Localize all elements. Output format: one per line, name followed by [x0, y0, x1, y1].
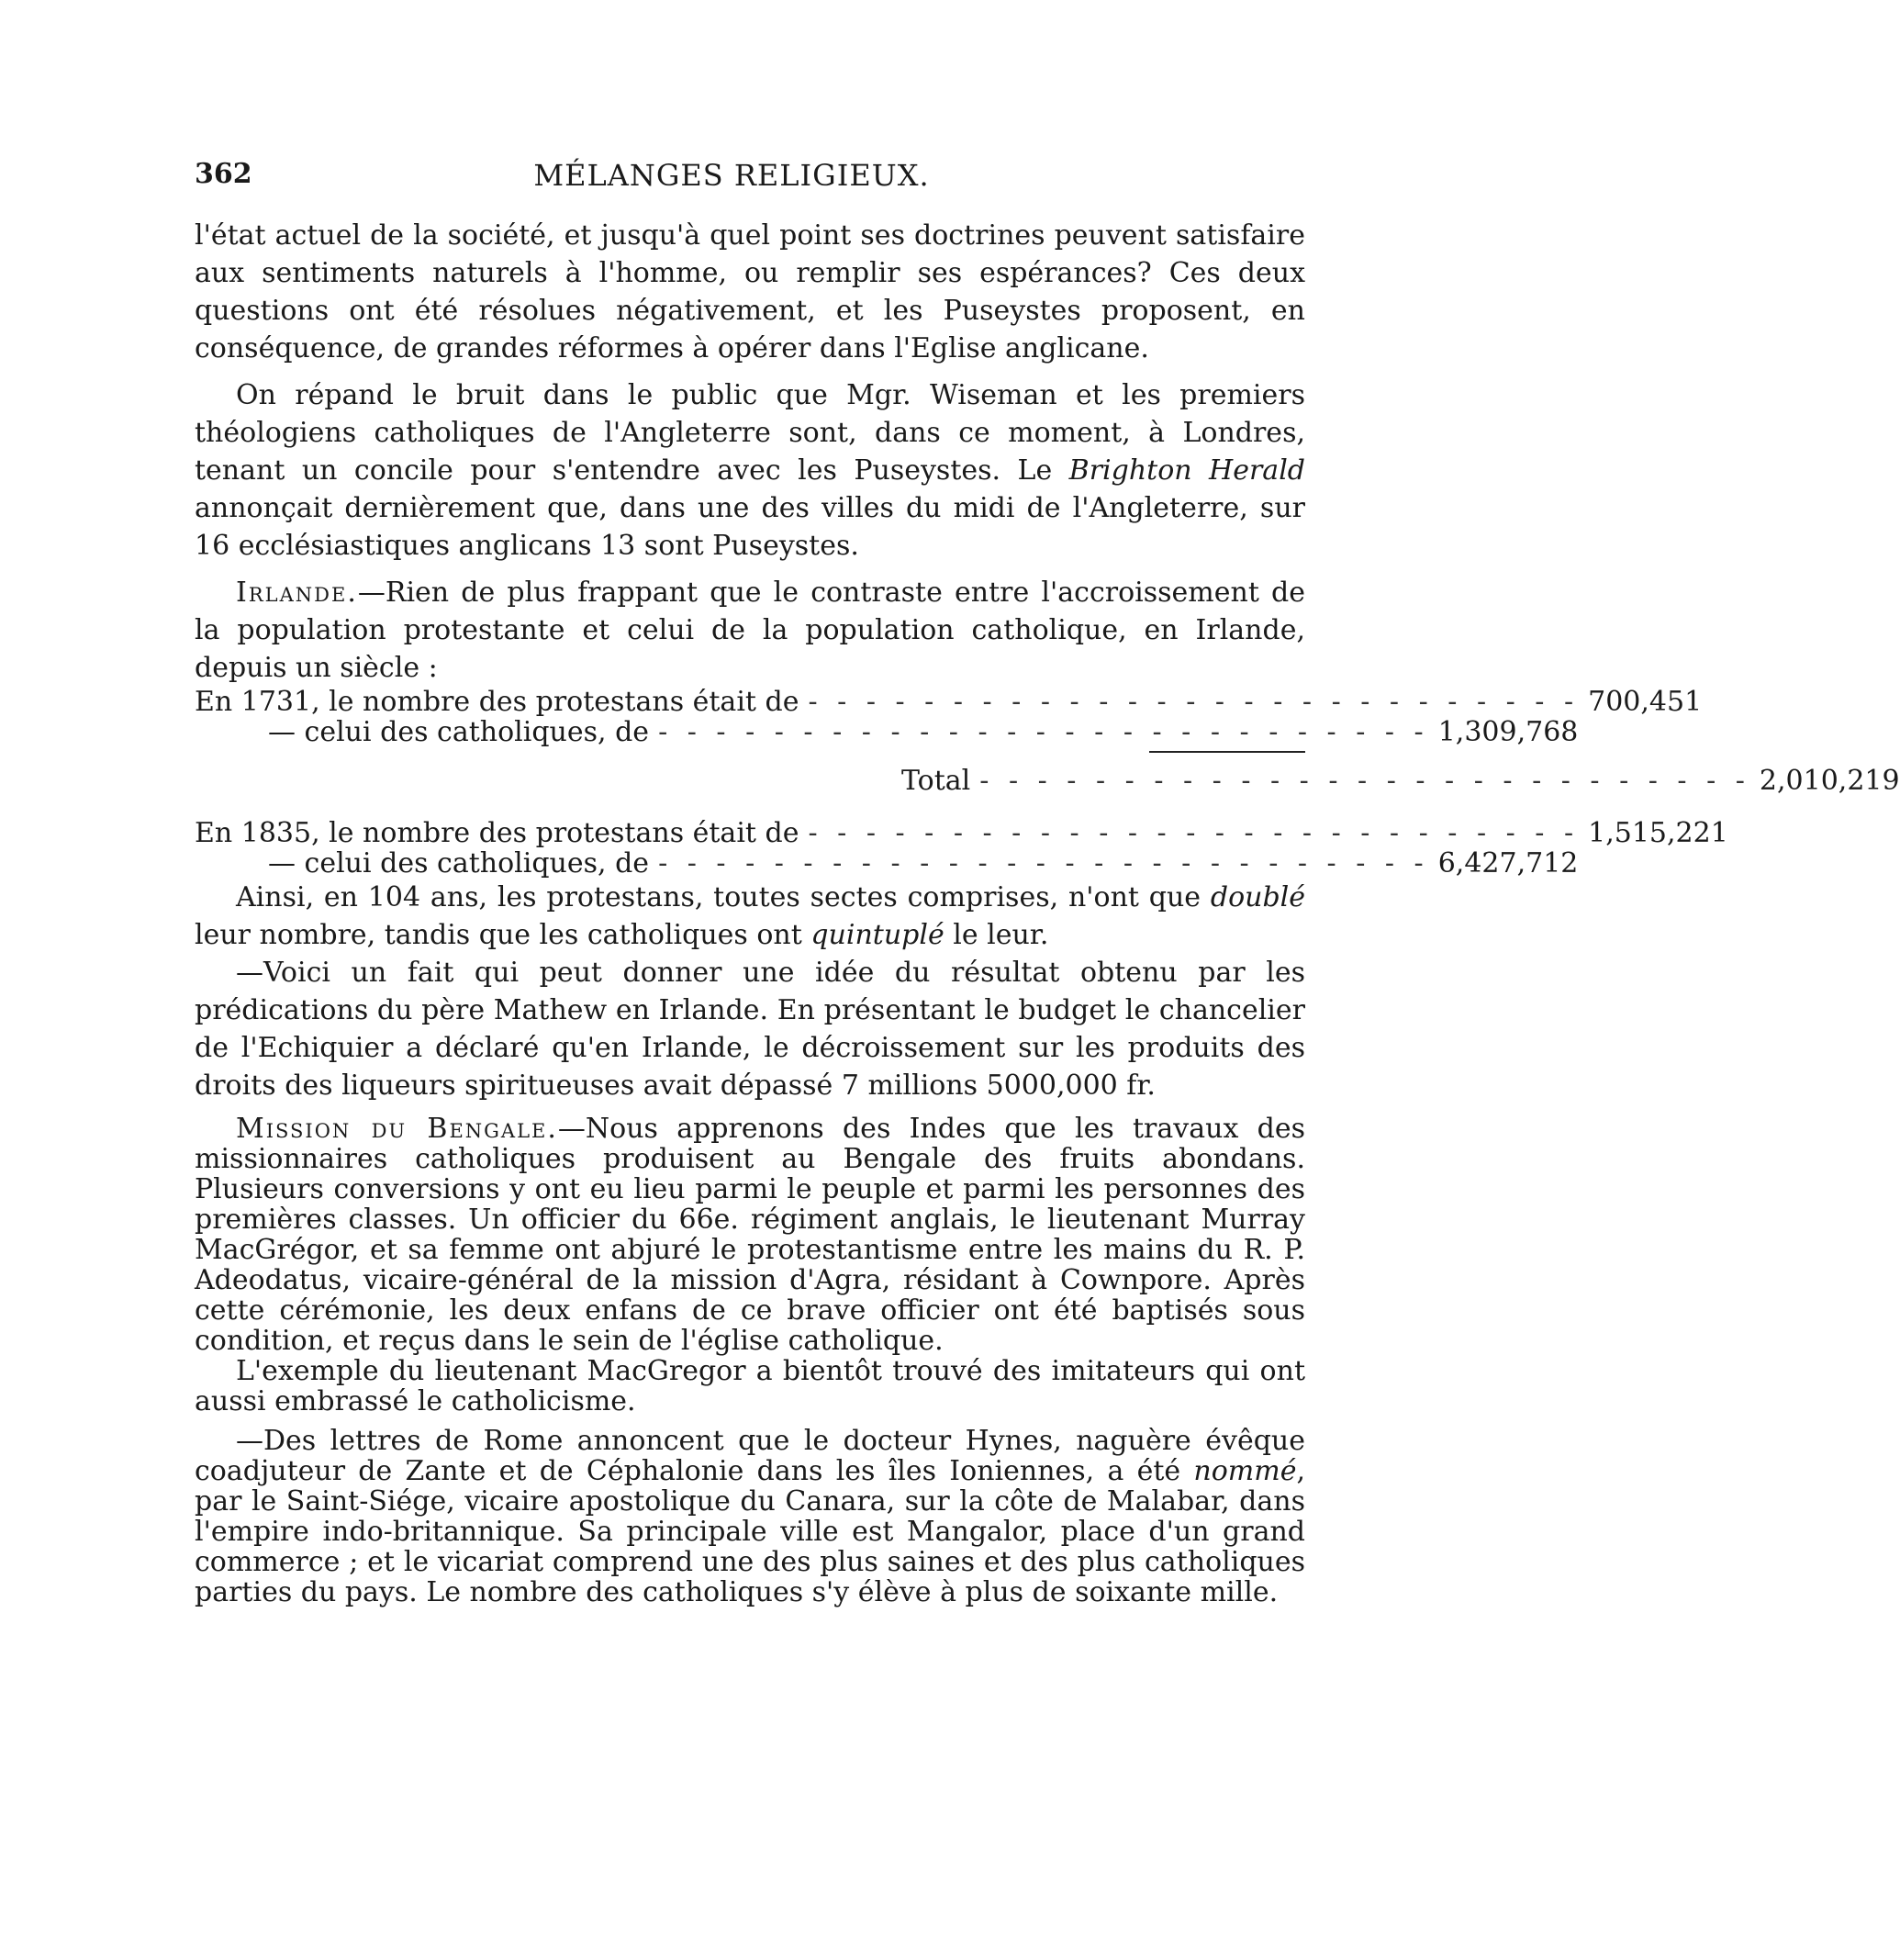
paragraph-hynes-appointment [195, 1426, 1305, 1607]
section-heading-ireland: Irlande. [236, 577, 358, 609]
paragraph-population-summary [195, 879, 1305, 954]
leader-dots: - - - - - - - - - - - - - - - - - - - - - - - - - - - [979, 765, 1750, 797]
row-label: — celui des catholiques, de [268, 847, 650, 879]
section-heading-bengal: Mission du Bengale. [236, 1113, 558, 1145]
emphasis-doubled: doublé [1210, 881, 1305, 913]
table-row [195, 817, 1728, 849]
emphasis-named: nommé [1193, 1455, 1297, 1487]
paragraph-text: —Rien de plus frappant que le contraste entre l'accroissement de la population protestante et celui de la population catholique, en Irlande, depuis un siècle : [195, 577, 1305, 684]
paragraph-pusey-doctrines: l'état actuel de la société, et jusqu'à quel point ses doctrines peuvent satisfaire aux sentiments naturels à l'homme, ou remplir ses espérances? Ces deux questions ont été résolues négativement, et les Puseystes proposent, en conséquence, de grandes réformes à opérer dans l'Eglise anglicane. [195, 219, 1305, 364]
row-label: — celui des catholiques, de [268, 716, 650, 748]
paragraph-bengal-mission [195, 1114, 1305, 1356]
row-value: 6,427,712 [1437, 847, 1579, 879]
paragraph-father-mathew: —Voici un fait qui peut donner une idée du résultat obtenu par les prédications du père Mathew en Irlande. En présentant le budget le chancelier de l'Echiquier a déclaré qu'en Irlande, le décroissement sur les produits des droits des liqueurs spiritueuses avait dépassé 7 millions 5000,000 fr. [195, 957, 1305, 1102]
paragraph-text: annonçait dernièrement que, dans une des villes du midi de l'Angleterre, sur 16 ecclésiastiques anglicans 13 sont Puseystes. [195, 492, 1305, 562]
leader-dots: - - - - - - - - - - - - - - - - - - - - - - - - - - - [808, 686, 1580, 718]
paragraph-text: On répand le bruit dans le public que Mgr. Wiseman et les premiers théologiens catholiques de l'Angleterre sont, dans ce moment, à Londres, tenant un concile pour s'entendre avec les Puseystes. Le [195, 379, 1305, 487]
paragraph-text: , par le Saint-Siége, vicaire apostolique du Canara, sur la côte de Malabar, dans l'empire indo-britannique. Sa principale ville est Mangalor, place d'un grand commerce ; et le vicariat comprend une des plus saines et des plus catholiques parties du pays. Le nombre des catholiques s'y élève à plus de soixante mille. [195, 1455, 1305, 1608]
paragraph-text: le leur. [944, 919, 1049, 951]
paragraph-text: Ainsi, en 104 ans, les protestans, toutes sectes comprises, n'ont que [236, 881, 1211, 913]
running-title: MÉLANGES RELIGIEUX. [533, 158, 930, 193]
total-value: 2,010,219 [1759, 765, 1900, 797]
page-number: 362 [195, 158, 252, 190]
row-value: 700,451 [1588, 686, 1703, 718]
table-row [195, 686, 1703, 718]
leader-dots: - - - - - - - - - - - - - - - - - - - - - - - - - - - [808, 817, 1580, 849]
emphasis-quintupled: quintuplé [810, 919, 944, 951]
leader-dots: - - - - - - - - - - - - - - - - - - - - - - - - - - - [658, 847, 1429, 879]
table-row-total [195, 765, 1900, 797]
table-row [195, 847, 1579, 879]
leader-dots: - - - - - - - - - - - - - - - - - - - - - - - - - - - [658, 716, 1429, 748]
row-value: 1,515,221 [1588, 817, 1728, 849]
total-label: Total [901, 765, 971, 797]
total-rule [1149, 751, 1305, 753]
paragraph-text: —Nous apprenons des Indes que les travaux des missionnaires catholiques produisent au Bengale des fruits abondans. Plusieurs conversions y ont eu lieu parmi le peuple et parmi les personnes des premières classes. Un officier du 66e. régiment anglais, le lieutenant Murray MacGrégor, et sa femme ont abjuré le protestantisme entre les mains du R. P. Adeodatus, vicaire-général de la mission d'Agra, résidant à Cownpore. Après cette cérémonie, les deux enfans de ce brave officier ont été baptisés sous condition, et reçus dans le sein de l'église catholique. [195, 1113, 1305, 1357]
paragraph-text: —Des lettres de Rome annoncent que le docteur Hynes, naguère évêque coadjuteur de Zante et de Céphalonie dans les îles Ioniennes, a été [195, 1425, 1305, 1487]
page-header [195, 158, 1269, 204]
newspaper-title: Brighton Herald [1068, 454, 1305, 487]
paragraph-wiseman-council [195, 376, 1305, 565]
paragraph-macgregor-example: L'exemple du lieutenant MacGregor a bientôt trouvé des imitateurs qui ont aussi embrassé le catholicisme. [195, 1355, 1305, 1417]
row-label: En 1835, le nombre des protestans était de [195, 817, 799, 849]
population-table [195, 686, 1900, 879]
row-label: En 1731, le nombre des protestans était de [195, 686, 799, 718]
page-body [195, 217, 1900, 1608]
paragraph-ireland [195, 574, 1305, 687]
paragraph-text: leur nombre, tandis que les catholiques ont [195, 919, 811, 951]
table-row [195, 716, 1579, 748]
row-value: 1,309,768 [1437, 716, 1579, 748]
